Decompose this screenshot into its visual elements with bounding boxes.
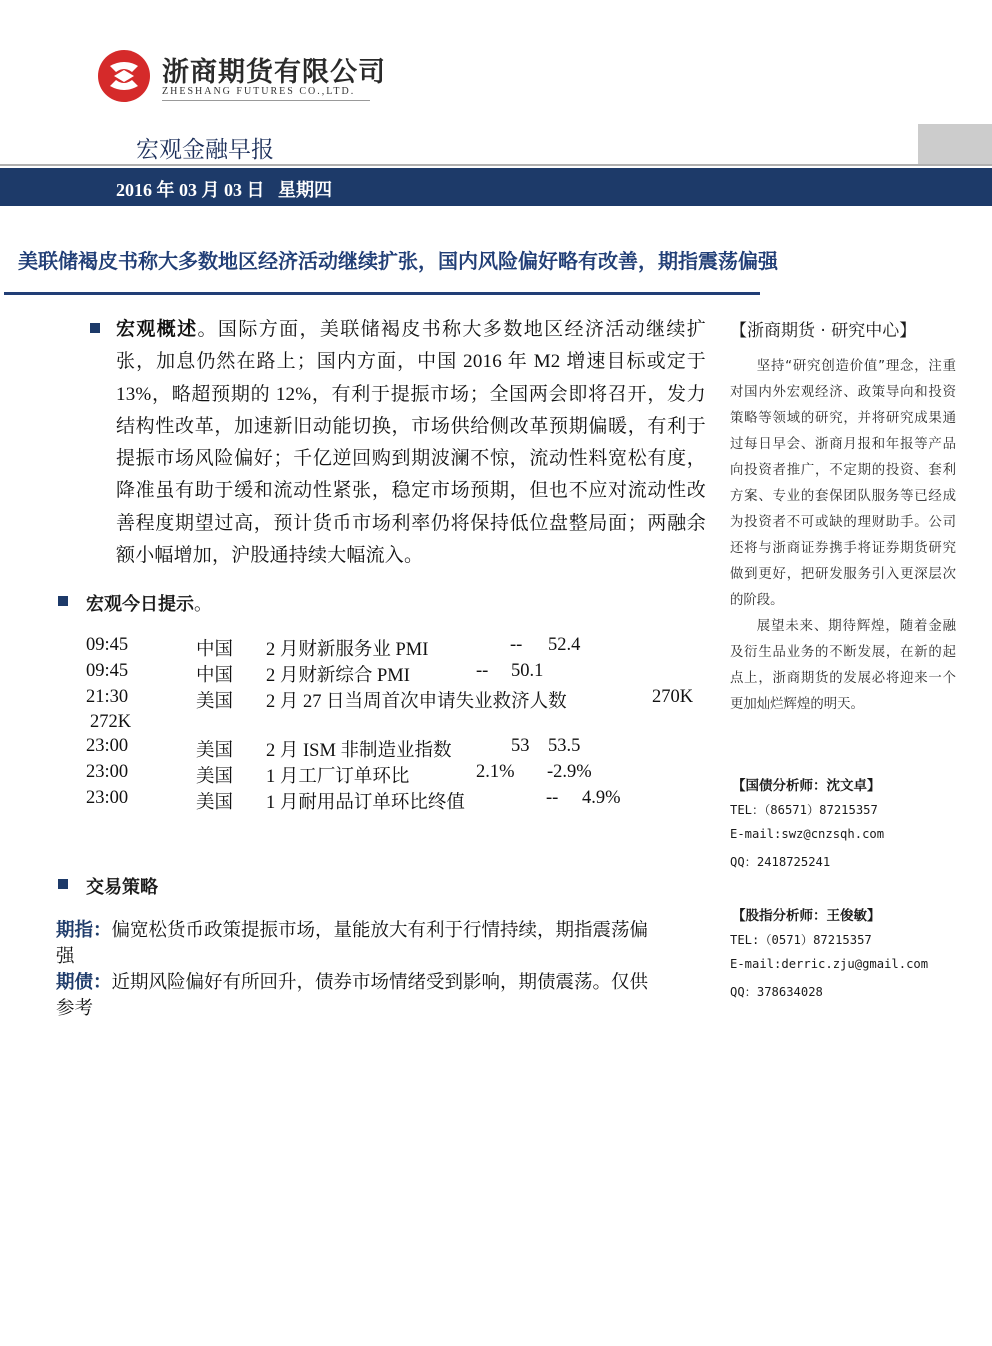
strategy-bond-futures bbox=[56, 970, 706, 1022]
today-section-title bbox=[86, 590, 212, 616]
event-name: 2 月财新服务业 PMI bbox=[266, 640, 429, 660]
analyst-qq: QQ：378634028 bbox=[730, 985, 823, 999]
overview-line: 结构性改革，加速新旧动能切换，市场供给侧改革预期偏暖，有利 bbox=[116, 415, 687, 437]
date-value: 2016 年 03 月 03 日 bbox=[116, 180, 265, 200]
event-forecast: 53 bbox=[511, 736, 530, 756]
event-forecast: -- bbox=[546, 788, 559, 808]
overview-line: 张，加息仍然在路上；国内方面，中国 2016 年 M2 增速目标或定于 bbox=[116, 351, 706, 373]
event-country: 中国 bbox=[196, 666, 234, 686]
event-name: 2 月 27 日当周首次申请失业救济人数 bbox=[266, 692, 567, 712]
overview-line: 13%，略超预期的 12%，有利于提振市场；全国两会即将召开，发力 bbox=[116, 383, 706, 405]
company-name-en: ZHESHANG FUTURES CO.,LTD. bbox=[162, 86, 356, 97]
event-forecast: 270K bbox=[652, 687, 694, 707]
event-forecast: -- bbox=[510, 635, 523, 655]
logo-divider bbox=[162, 100, 370, 101]
bullet-square-icon bbox=[58, 879, 68, 889]
header-grey-block bbox=[918, 124, 992, 166]
overview-line: 。国际方面，美联储褐皮书称大多数地区经济活动继续扩 bbox=[197, 319, 706, 340]
event-forecast: -- bbox=[476, 661, 489, 681]
analyst-title: 【股指分析师：王俊敏】 bbox=[732, 908, 881, 924]
strategy-line: 强 bbox=[56, 947, 75, 967]
event-time: 23:00 bbox=[86, 788, 129, 808]
overview-line: 两融余额小幅增加，沪股通持续大幅流入。 bbox=[116, 512, 707, 567]
analyst-tel: TEL:（0571）87215357 bbox=[730, 933, 872, 947]
event-forecast: 2.1% bbox=[476, 762, 515, 782]
strategy-line: 近期风险偏好有所回升，债券市场情绪受到影响，期债震荡。仅供 bbox=[111, 973, 649, 993]
company-name-cn: 浙商期货有限公司 bbox=[162, 57, 386, 88]
event-name: 2 月 ISM 非制造业指数 bbox=[266, 741, 452, 761]
overview-paragraph bbox=[116, 313, 706, 572]
strategy-line: 偏宽松货币政策提振市场，量能放大有利于行情持续，期指震荡偏 bbox=[111, 921, 649, 941]
event-country: 中国 bbox=[196, 640, 234, 660]
report-title: 宏观金融早报 bbox=[136, 137, 274, 163]
bullet-square-icon bbox=[58, 596, 68, 606]
bullet-square-icon bbox=[90, 323, 100, 333]
headline-divider bbox=[4, 292, 760, 295]
event-country: 美国 bbox=[196, 767, 234, 787]
analyst-email: E-mail:derric.zju@gmail.com bbox=[730, 957, 929, 971]
event-name: 2 月财新综合 PMI bbox=[266, 666, 410, 686]
analyst-qq: QQ：2418725241 bbox=[730, 855, 831, 869]
event-time: 23:00 bbox=[86, 762, 129, 782]
weekday: 星期四 bbox=[278, 180, 332, 200]
event-previous: 4.9% bbox=[582, 788, 621, 808]
overview-line: 度，降准虽有助于缓和流动性紧张，稳定市场预期，但也不应对流 bbox=[116, 448, 706, 502]
event-name: 1 月工厂订单环比 bbox=[266, 767, 410, 787]
event-previous: 53.5 bbox=[548, 736, 581, 756]
overview-line: 于提振市场风险偏好；千亿逆回购到期波澜不惊，流动性料宽松有 bbox=[116, 415, 706, 470]
strategy-section-title: 交易策略 bbox=[86, 877, 158, 898]
sidebar-outlook: 展望未来、期待辉煌，随着金融及衍生品业务的不断发展，在新的起点上，浙商期货的发展必将迎来一个更加灿烂辉煌的明天。 bbox=[730, 619, 956, 712]
today-suffix: 。 bbox=[194, 594, 212, 615]
event-country: 美国 bbox=[196, 793, 234, 813]
event-time: 21:30 bbox=[86, 687, 129, 707]
overview-line: 动性改善程度期望过高，预计货币市场利率仍将保持低位盘整局面； bbox=[116, 480, 706, 534]
event-time: 09:45 bbox=[86, 661, 129, 681]
company-logo-icon bbox=[96, 48, 152, 104]
event-previous: 272K bbox=[90, 712, 132, 732]
header-divider bbox=[0, 164, 992, 166]
event-country: 美国 bbox=[196, 692, 234, 712]
event-previous: 50.1 bbox=[511, 661, 544, 681]
analyst-tel: TEL：（86571）87215357 bbox=[730, 803, 878, 817]
event-time: 23:00 bbox=[86, 736, 129, 756]
today-label: 宏观今日提示 bbox=[86, 594, 194, 615]
analyst-email: E-mail:swz@cnzsqh.com bbox=[730, 827, 885, 841]
event-time: 09:45 bbox=[86, 635, 129, 655]
strategy-item-name: 期债： bbox=[56, 972, 112, 993]
event-previous: -2.9% bbox=[547, 762, 592, 782]
event-name: 1 月耐用品订单环比终值 bbox=[266, 793, 465, 813]
strategy-line: 参考 bbox=[56, 999, 94, 1019]
headline: 美联储褐皮书称大多数地区经济活动继续扩张，国内风险偏好略有改善，期指震荡偏强 bbox=[18, 249, 778, 273]
report-date bbox=[116, 176, 332, 202]
event-previous: 52.4 bbox=[548, 635, 581, 655]
sidebar-title: 【浙商期货 · 研究中心】 bbox=[730, 321, 917, 341]
strategy-index-futures bbox=[56, 918, 706, 970]
overview-label: 宏观概述 bbox=[116, 318, 198, 340]
strategy-item-name: 期指： bbox=[56, 920, 112, 941]
analyst-title: 【国债分析师：沈文卓】 bbox=[732, 778, 881, 794]
sidebar-intro: 坚持“研究创造价值”理念，注重对国内外宏观经济、政策导向和投资策略等领域的研究，并将研究成果通过每日早会、浙商月报和年报等产品向投资者推广，不定期的投资、套利方案、专业的套保团队服务等已经成为投资者不可或缺的理财助手。公司还将与浙商证券携手将证券期货研究做到更好，把研发服务引入更深层次的阶段。 bbox=[730, 359, 956, 608]
event-country: 美国 bbox=[196, 741, 234, 761]
